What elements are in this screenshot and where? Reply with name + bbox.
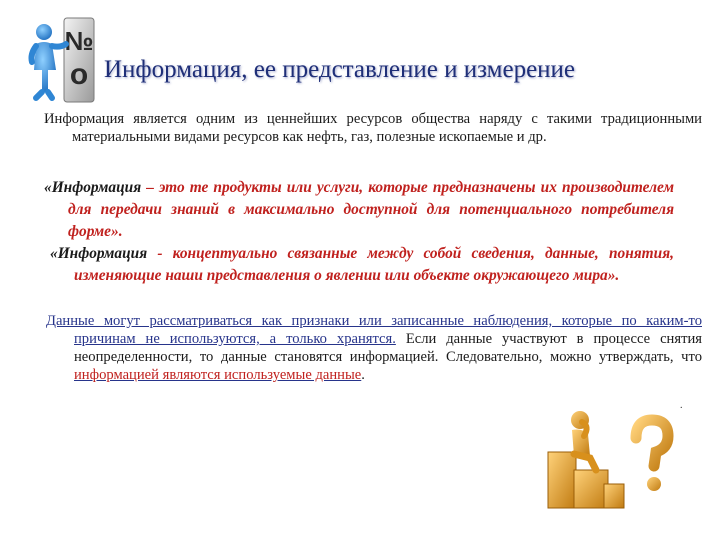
quote-2-lead: «Информация <box>50 245 148 262</box>
intro-paragraph <box>44 110 702 146</box>
quote-1-lead: «Информация <box>44 179 142 196</box>
data-usage-text: Если данные участвуют в процессе снятия неопределенности, то данные становятся информацией. Следовательно, можно утверждать, что <box>74 331 702 365</box>
definition-quote-1 <box>44 177 674 243</box>
sign-n: № <box>64 26 94 56</box>
conclusion-end: . <box>361 367 365 383</box>
quote-1-text: – это те продукты или услуги, которые предназначены их производителем для передачи знаний в максимально доступной для потенциального потребителя форме». <box>68 179 674 240</box>
data-definition-text: Данные могут рассматриваться как признаки или записанные наблюдения, которые по каким-то причинам не используются, а только хранятся. <box>46 313 702 347</box>
stray-dot: . <box>680 400 683 411</box>
quote-2-text: - концептуально связанные между собой сведения, данные, понятия, изменяющие наши представления о явлении или объекте окружающего мира». <box>74 245 674 284</box>
thinking-figure-question-mark-icon <box>544 408 676 512</box>
svg-text:o: o <box>69 58 89 91</box>
page-title: Информация, ее представление и измерение <box>104 56 576 83</box>
intro-text: Информация является одним из ценнейших ресурсов общества наряду с такими традиционными материальными видами ресурсов как нефть, газ, полезные ископаемые и др. <box>44 111 702 145</box>
person-with-number-sign-icon <box>26 14 112 106</box>
conclusion-text: информацией являются используемые данные <box>74 367 362 383</box>
definition-quote-2 <box>50 243 674 287</box>
data-paragraph <box>46 312 702 384</box>
